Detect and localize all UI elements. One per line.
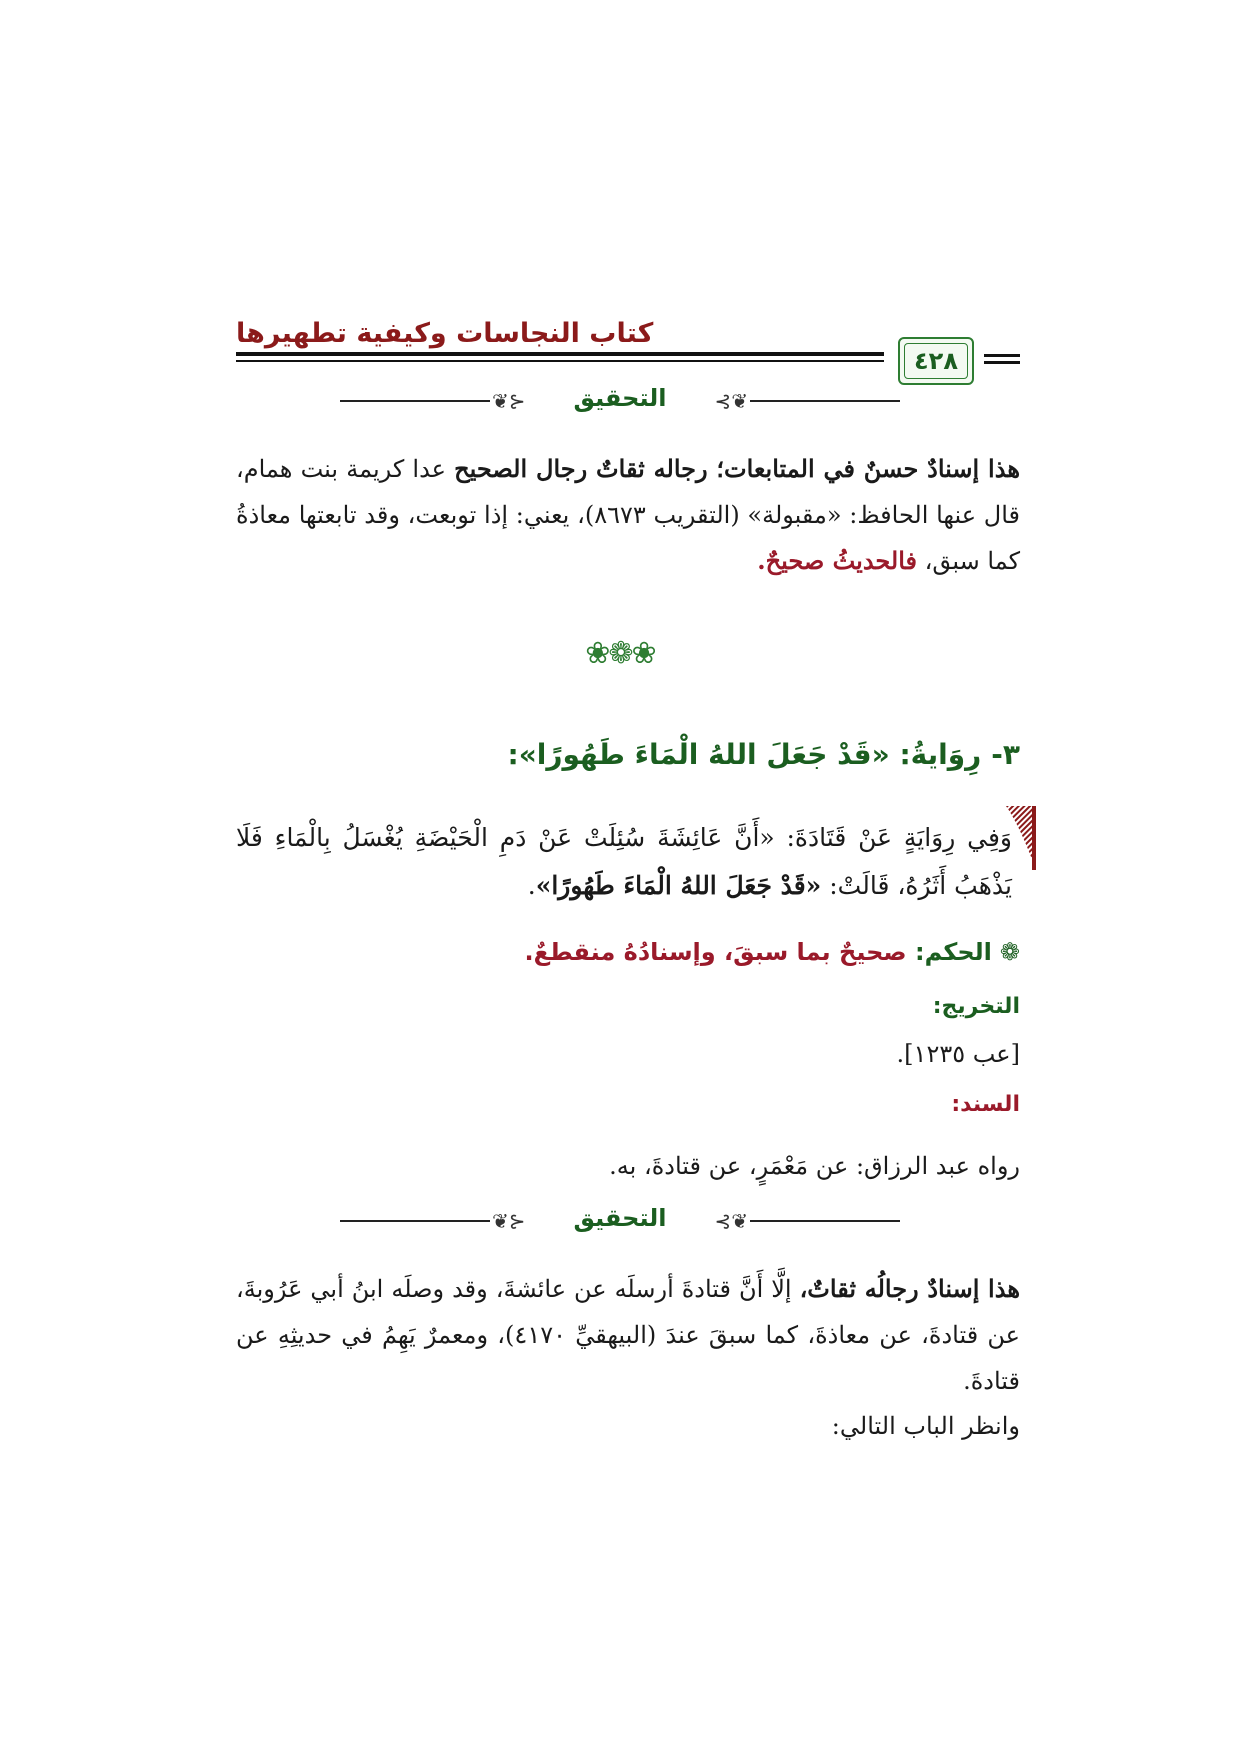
ruling-label: الحكم: xyxy=(914,938,992,966)
book-title: كتاب النجاسات وكيفية تطهيرها xyxy=(236,318,654,349)
header-rule-right-2 xyxy=(984,361,1020,364)
tahqiq-body-text: عدا كريمة بنت همام، قال عنها الحافظ: «مقبولة» (التقريب ٨٦٧٣)، يعني: إذا توبعت، وقد تابعتها معاذةُ كما سبق، xyxy=(236,455,1020,575)
tahqiq-paragraph-2 xyxy=(236,1266,1020,1404)
tahqiq-paragraph-1 xyxy=(236,446,1020,584)
hadith-text xyxy=(236,814,1012,910)
divider-line-right xyxy=(750,400,900,402)
ruling-line xyxy=(524,938,1020,966)
tahqiq-conclusion: فالحديثُ صحيحٌ. xyxy=(757,546,918,575)
takhrij-value: [عب ١٢٣٥]. xyxy=(896,1040,1020,1068)
divider-ornament-right-icon: ❦⊱ xyxy=(714,389,748,413)
tahqiq-bold-text: هذا إسنادٌ حسنٌ في المتابعات؛ رجاله ثقاتٌ رجال الصحيح xyxy=(454,454,1020,483)
chapter-number: ٣- xyxy=(991,738,1020,771)
page-number: ٤٢٨ xyxy=(914,347,958,375)
ruling-value: صحيحٌ بما سبقَ، وإسنادُهُ منقطعٌ. xyxy=(524,938,907,966)
section-divider-tahqiq-1 xyxy=(340,384,900,418)
chapter-title: رِوَايةُ: «قَدْ جَعَلَ اللهُ الْمَاءَ طَهُورًا»: xyxy=(507,738,982,771)
tahqiq-bold-text: هذا إسنادٌ رجالُه ثقاتٌ، xyxy=(799,1274,1020,1303)
divider-ornament-left-icon: ⊰❦ xyxy=(492,1209,526,1233)
header-rule-thick xyxy=(236,352,884,356)
header-rule-thin xyxy=(236,360,884,362)
divider-title: التحقيق xyxy=(573,384,667,412)
sanad-label: السند: xyxy=(951,1092,1020,1117)
divider-ornament-right-icon: ❦⊱ xyxy=(714,1209,748,1233)
divider-line-right xyxy=(750,1220,900,1222)
sanad-value: رواه عبد الرزاق: عن مَعْمَرٍ، عن قتادةَ، به. xyxy=(609,1152,1020,1180)
takhrij-label: التخريج: xyxy=(932,994,1020,1019)
ruling-flower-icon: ❁ xyxy=(999,938,1020,966)
floral-ornament-icon: ❀❁❀ xyxy=(585,636,655,671)
page-number-badge xyxy=(898,337,974,385)
chapter-heading xyxy=(508,738,1021,771)
see-next-chapter: وانظر الباب التالي: xyxy=(831,1412,1020,1440)
header-rule-right xyxy=(984,354,1020,357)
hadith-text-part-2: . xyxy=(527,871,536,900)
divider-title: التحقيق xyxy=(573,1204,667,1232)
tahqiq-body-text: إلَّا أَنَّ قتادةَ أرسلَه عن عائشةَ، وقد وصلَه ابنُ أبي عَرُوبةَ، عن قتادةَ، عن معاذةَ، كما سبقَ عندَ (البيهقيِّ ٤١٧٠)، ومعمرٌ يَهِمُ في حديثِهِ عن قتادةَ. xyxy=(236,1275,1020,1395)
divider-ornament-left-icon: ⊰❦ xyxy=(492,389,526,413)
hadith-quote-bold: «قَدْ جَعَلَ اللهُ الْمَاءَ طَهُورًا» xyxy=(535,871,822,900)
section-divider-tahqiq-2 xyxy=(340,1204,900,1238)
hadith-text-part-1: وَفِي رِوَايَةٍ عَنْ قَتَادَةَ: «أَنَّ عَائِشَةَ سُئِلَتْ عَنْ دَمِ الْحَيْضَةِ يُغْسَلُ بِالْمَاءِ فَلَا يَذْهَبُ أَثَرُهُ، قَالَتْ: xyxy=(236,823,1012,900)
